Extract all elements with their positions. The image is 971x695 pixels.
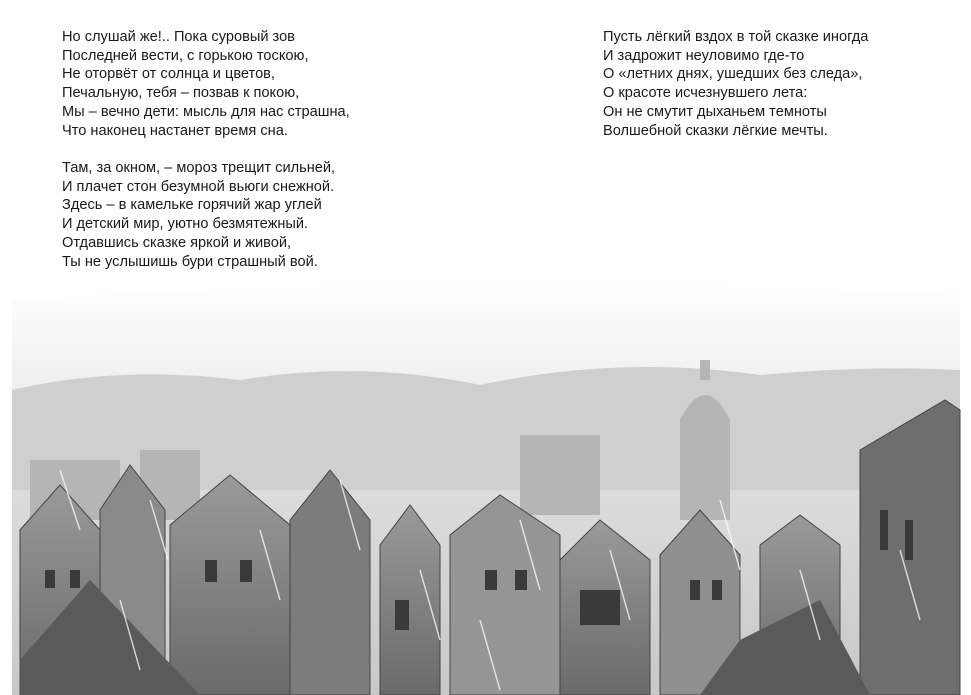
poem-line: И детский мир, уютно безмятежный. <box>62 216 309 233</box>
poem-line: Не оторвёт от солнца и цветов, <box>62 66 275 83</box>
poem-line: Там, за окном, – мороз трещит сильней, <box>62 160 336 176</box>
poem-line: О «летних днях, ушедших без следа», <box>603 66 863 83</box>
poem-line: Мы – вечно дети: мысль для нас страшна, <box>62 103 350 120</box>
poem-line: Он не смутит дыханьем темноты <box>603 103 827 120</box>
poem-line: Отдавшись сказке яркой и живой, <box>62 234 292 251</box>
poem-line: И задрожит неуловимо где-то <box>603 47 805 64</box>
poem-line: Ты не услышишь бури страшный вой. <box>62 253 318 270</box>
poem-line: И плачет стон безумной вьюги снежной. <box>62 178 335 195</box>
poem-line: Пусть лёгкий вздох в той сказке иногда <box>603 29 869 45</box>
snowy-rooftops-illustration <box>0 270 971 695</box>
poem-line: О красоте исчезнувшего лета: <box>603 85 808 102</box>
poem-stanza-1 <box>62 28 350 140</box>
poem-line: Волшебной сказки лёгкие мечты. <box>603 122 828 139</box>
poem-line: Но слушай же!.. Пока суровый зов <box>62 29 295 45</box>
poem-line: Печальную, тебя – позвав к покою, <box>62 85 300 102</box>
poem-stanza-3 <box>603 28 868 140</box>
poem-line: Последней вести, с горькою тоскою, <box>62 47 309 64</box>
poem-line: Здесь – в камельке горячий жар углей <box>62 197 322 214</box>
poem-stanza-2 <box>62 159 335 271</box>
poem-line: Что наконец настанет время сна. <box>62 122 288 139</box>
